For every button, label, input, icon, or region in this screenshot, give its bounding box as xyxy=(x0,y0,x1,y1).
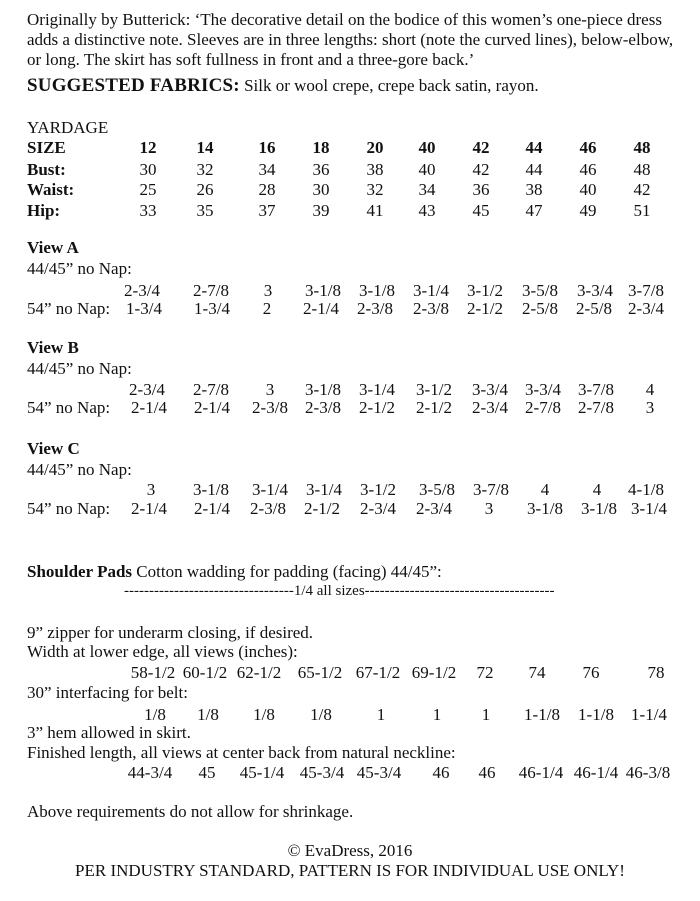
table-cell: 3-1/2 xyxy=(416,380,452,399)
view-a-title: View A xyxy=(27,238,79,257)
view-c-title: View C xyxy=(27,439,80,458)
table-cell: 45 xyxy=(472,201,490,220)
table-cell: 36 xyxy=(472,180,490,199)
table-cell: 2-3/4 xyxy=(360,499,396,518)
table-cell: 43 xyxy=(418,201,436,220)
table-cell: 1/8 xyxy=(253,705,275,724)
table-cell: 72 xyxy=(476,663,494,682)
table-cell: 40 xyxy=(418,160,436,179)
table-cell: 2-1/4 xyxy=(194,398,230,417)
table-cell: 3-1/8 xyxy=(305,380,341,399)
width-row xyxy=(0,663,700,683)
table-cell: 1-1/4 xyxy=(631,705,667,724)
table-cell: 3 xyxy=(645,398,655,417)
table-cell: 45-1/4 xyxy=(239,763,285,782)
table-cell: 16 xyxy=(258,138,276,157)
hem-note: 3” hem allowed in skirt. xyxy=(27,723,191,742)
zipper-note: 9” zipper for underarm closing, if desired. xyxy=(27,623,314,642)
table-cell: 1-1/8 xyxy=(578,705,614,724)
table-cell: 36 xyxy=(312,160,330,179)
table-cell: 46 xyxy=(579,138,597,157)
view-b-row-45 xyxy=(0,380,700,400)
table-cell: 1/8 xyxy=(197,705,219,724)
table-cell: 2-1/2 xyxy=(416,398,452,417)
table-cell: 62-1/2 xyxy=(236,663,282,682)
view-b-title: View B xyxy=(27,338,79,357)
table-cell: 25 xyxy=(139,180,157,199)
table-cell: 4-1/8 xyxy=(628,480,664,499)
interfacing-label: 30” interfacing for belt: xyxy=(27,683,188,702)
table-cell: 39 xyxy=(312,201,330,220)
table-cell: 3 xyxy=(265,380,275,399)
table-cell: 48 xyxy=(633,160,651,179)
table-cell: 33 xyxy=(139,201,157,220)
table-cell: 3-5/8 xyxy=(522,281,558,300)
table-cell: 3-7/8 xyxy=(628,281,664,300)
row-label: SIZE xyxy=(27,138,66,157)
table-cell: 76 xyxy=(582,663,600,682)
table-cell: 3-1/8 xyxy=(527,499,563,518)
table-cell: 3-5/8 xyxy=(419,480,455,499)
table-cell: 3-7/8 xyxy=(578,380,614,399)
table-cell: 2-1/4 xyxy=(131,398,167,417)
table-cell: 46-1/4 xyxy=(573,763,619,782)
table-cell: 28 xyxy=(258,180,276,199)
table-cell: 3-1/2 xyxy=(467,281,503,300)
table-cell: 2-5/8 xyxy=(522,299,558,318)
table-cell: 46 xyxy=(579,160,597,179)
shoulder-pads-line xyxy=(27,562,442,582)
table-cell: 65-1/2 xyxy=(297,663,343,682)
table-cell: 18 xyxy=(312,138,330,157)
table-cell: 2-3/8 xyxy=(305,398,341,417)
table-cell: 2-7/8 xyxy=(193,281,229,300)
view-c-nap-label: 44/45” no Nap: xyxy=(27,460,132,479)
table-cell: 1 xyxy=(481,705,491,724)
table-cell: 46-3/8 xyxy=(625,763,671,782)
table-cell: 4 xyxy=(645,380,655,399)
table-cell: 42 xyxy=(472,138,490,157)
table-cell: 2-3/4 xyxy=(129,380,165,399)
table-cell: 41 xyxy=(366,201,384,220)
suggested-fabrics xyxy=(27,76,539,96)
finished-length-row xyxy=(0,763,700,783)
table-cell: 3-3/4 xyxy=(577,281,613,300)
table-cell: 3-1/4 xyxy=(252,480,288,499)
table-cell: 30 xyxy=(312,180,330,199)
row-label: Hip: xyxy=(27,201,61,220)
table-cell: 69-1/2 xyxy=(411,663,457,682)
table-cell: 3-1/8 xyxy=(581,499,617,518)
table-cell: 3-3/4 xyxy=(472,380,508,399)
table-cell: 3-7/8 xyxy=(473,480,509,499)
table-cell: 2-3/4 xyxy=(124,281,160,300)
table-cell: 4 xyxy=(540,480,550,499)
table-cell: 1/8 xyxy=(144,705,166,724)
table-cell: 74 xyxy=(528,663,546,682)
table-cell: 47 xyxy=(525,201,543,220)
table-cell: 38 xyxy=(525,180,543,199)
table-cell: 14 xyxy=(196,138,214,157)
hip-row xyxy=(0,201,700,221)
table-cell: 3-1/2 xyxy=(360,480,396,499)
table-cell: 26 xyxy=(196,180,214,199)
shoulder-heading: Shoulder Pads xyxy=(27,562,133,581)
table-cell: 1 xyxy=(432,705,442,724)
table-cell: 58-1/2 xyxy=(130,663,176,682)
table-cell: 45 xyxy=(198,763,216,782)
table-cell: 1-1/8 xyxy=(524,705,560,724)
view-a-row-45 xyxy=(0,281,700,301)
table-cell: 51 xyxy=(633,201,651,220)
table-cell: 2-7/8 xyxy=(193,380,229,399)
table-cell: 37 xyxy=(258,201,276,220)
waist-row xyxy=(0,180,700,200)
table-cell: 46 xyxy=(478,763,496,782)
table-cell: 2 xyxy=(262,299,272,318)
table-cell: 1/8 xyxy=(310,705,332,724)
table-cell: 3-1/4 xyxy=(359,380,395,399)
table-cell: 2-3/4 xyxy=(416,499,452,518)
table-cell: 2-1/4 xyxy=(194,499,230,518)
table-cell: 2-7/8 xyxy=(578,398,614,417)
table-cell: 1-3/4 xyxy=(126,299,162,318)
copyright: © EvaDress, 2016 xyxy=(287,841,413,860)
table-cell: 12 xyxy=(139,138,157,157)
yardage-title: YARDAGE xyxy=(27,118,109,137)
table-cell: 2-1/2 xyxy=(304,499,340,518)
view-a-row-54 xyxy=(0,299,700,319)
row-label: Bust: xyxy=(27,160,66,179)
size-row xyxy=(0,138,700,158)
table-cell: 30 xyxy=(139,160,157,179)
table-cell: 3-1/8 xyxy=(359,281,395,300)
table-cell: 2-1/4 xyxy=(303,299,339,318)
table-cell: 2-1/2 xyxy=(359,398,395,417)
table-cell: 67-1/2 xyxy=(355,663,401,682)
view-b-nap-label: 44/45” no Nap: xyxy=(27,359,132,378)
finished-length-label: Finished length, all views at center back from natural neckline: xyxy=(27,743,456,762)
table-cell: 2-3/8 xyxy=(252,398,288,417)
shrinkage-note: Above requirements do not allow for shrinkage. xyxy=(27,802,354,821)
table-cell: 32 xyxy=(196,160,214,179)
table-cell: 44 xyxy=(525,160,543,179)
table-cell: 1 xyxy=(376,705,386,724)
table-cell: 42 xyxy=(633,180,651,199)
view-b-row-54 xyxy=(0,398,700,418)
row-label: 54” no Nap: xyxy=(27,398,111,417)
table-cell: 2-3/8 xyxy=(413,299,449,318)
view-a-nap-label: 44/45” no Nap: xyxy=(27,259,132,278)
interfacing-row xyxy=(0,705,700,725)
table-cell: 4 xyxy=(592,480,602,499)
table-cell: 3-1/4 xyxy=(306,480,342,499)
table-cell: 60-1/2 xyxy=(182,663,228,682)
table-cell: 45-3/4 xyxy=(356,763,402,782)
view-c-row-54 xyxy=(0,499,700,519)
width-label: Width at lower edge, all views (inches): xyxy=(27,642,298,661)
bust-row xyxy=(0,160,700,180)
fabrics-heading: SUGGESTED FABRICS: xyxy=(27,75,240,96)
table-cell: 3-3/4 xyxy=(525,380,561,399)
table-cell: 3 xyxy=(484,499,494,518)
table-cell: 1-3/4 xyxy=(194,299,230,318)
row-label: 54” no Nap: xyxy=(27,299,111,318)
table-cell: 20 xyxy=(366,138,384,157)
shoulder-text: Cotton wadding for padding (facing) 44/45”: xyxy=(132,562,442,581)
intro-paragraph: Originally by Butterick: ‘The decorative detail on the bodice of this women’s one-piece dress adds a distinctive note. Sleeves are in three lengths: short (note the curved lines), below-elbow, or long. The skirt has soft fullness in front and a three-gore back.’ xyxy=(27,10,674,69)
table-cell: 38 xyxy=(366,160,384,179)
view-c-row-45 xyxy=(0,480,700,500)
table-cell: 3-1/4 xyxy=(413,281,449,300)
table-cell: 44-3/4 xyxy=(127,763,173,782)
table-cell: 2-3/4 xyxy=(628,299,664,318)
table-cell: 42 xyxy=(472,160,490,179)
table-cell: 3-1/8 xyxy=(305,281,341,300)
table-cell: 45-3/4 xyxy=(299,763,345,782)
table-cell: 40 xyxy=(579,180,597,199)
row-label: Waist: xyxy=(27,180,75,199)
table-cell: 2-5/8 xyxy=(576,299,612,318)
table-cell: 48 xyxy=(633,138,651,157)
table-cell: 34 xyxy=(418,180,436,199)
table-cell: 78 xyxy=(647,663,665,682)
table-cell: 35 xyxy=(196,201,214,220)
table-cell: 3 xyxy=(263,281,273,300)
table-cell: 46 xyxy=(432,763,450,782)
usage-notice: PER INDUSTRY STANDARD, PATTERN IS FOR INDIVIDUAL USE ONLY! xyxy=(75,861,625,880)
table-cell: 3 xyxy=(146,480,156,499)
table-cell: 40 xyxy=(418,138,436,157)
fabrics-text: Silk or wool crepe, crepe back satin, rayon. xyxy=(239,76,539,95)
table-cell: 44 xyxy=(525,138,543,157)
row-label: 54” no Nap: xyxy=(27,499,111,518)
table-cell: 2-3/4 xyxy=(472,398,508,417)
table-cell: 2-7/8 xyxy=(525,398,561,417)
table-cell: 2-1/2 xyxy=(467,299,503,318)
table-cell: 2-3/8 xyxy=(250,499,286,518)
table-cell: 34 xyxy=(258,160,276,179)
shoulder-dash-line: ----------------------------------1/4 all sizes-------------------------------------- xyxy=(124,583,555,599)
table-cell: 3-1/8 xyxy=(193,480,229,499)
table-cell: 2-1/4 xyxy=(131,499,167,518)
table-cell: 49 xyxy=(579,201,597,220)
table-cell: 32 xyxy=(366,180,384,199)
table-cell: 46-1/4 xyxy=(518,763,564,782)
table-cell: 2-3/8 xyxy=(357,299,393,318)
table-cell: 3-1/4 xyxy=(631,499,667,518)
